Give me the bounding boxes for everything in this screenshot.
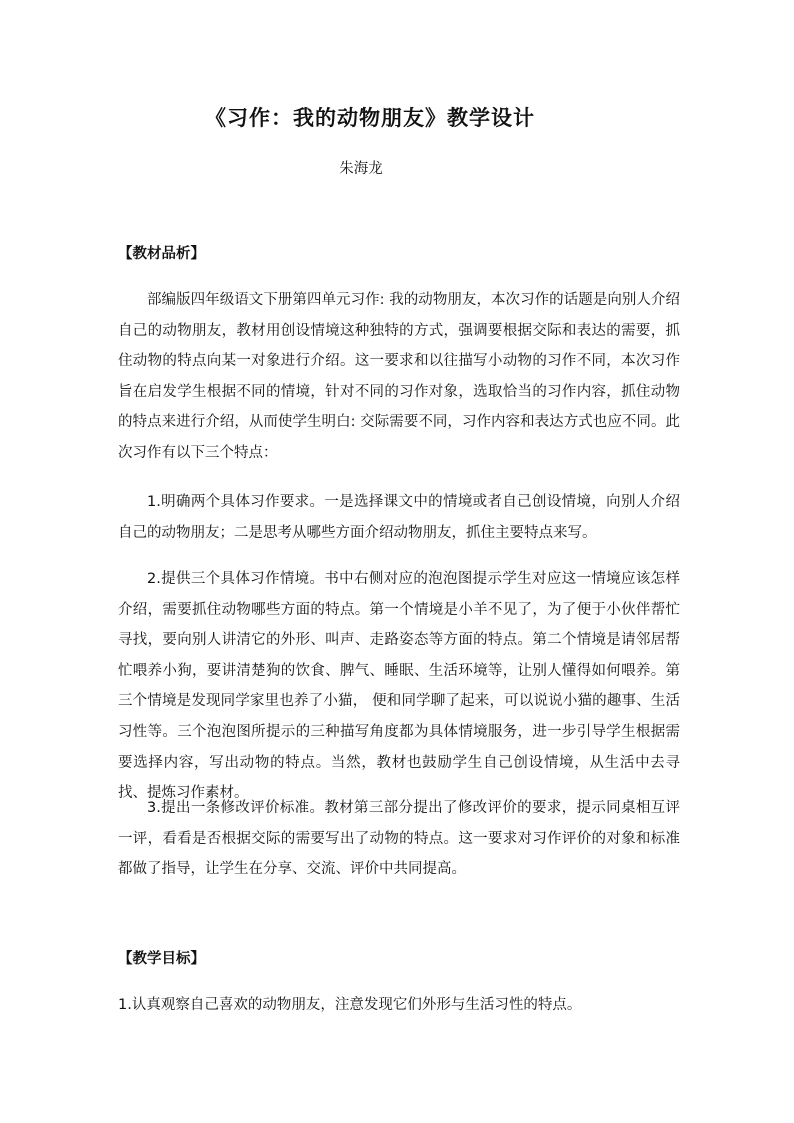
paragraph-feature-1: 1.明确两个具体习作要求。一是选择课文中的情境或者自己创设情境，向别人介绍自己的动物朋友；二是思考从哪些方面介绍动物朋友，抓住主要特点来写。 bbox=[118, 494, 680, 541]
paragraph-feature-2: 2.提供三个具体习作情境。书中右侧对应的泡泡图提示学生对应这一情境应该怎样介绍，需要抓住动物哪些方面的特点。第一个情境是小羊不见了，为了便于小伙伴帮忙寻找，要向别人讲清它的外形、叫声、走路姿态等方面的特点。第二个情境是请邻居帮忙喂养小狗，要讲清楚狗的饮食、脾气、睡眠、生活环境等，让别人懂得如何喂养。第三个情境是发现同学家里也养了小猫， 便和同学聊了起来，可以说说小猫的趣事、生活习性等。三个泡泡图所提示的三种描写角度都为具体情境服务，进一步引导学生根据需要选择内容，写出动物的特点。当然，教材也鼓励学生自己创设情境，从生活中去寻找、提炼习作素材。 bbox=[118, 571, 680, 802]
section-heading-textbook-analysis: 【教材品析】 bbox=[118, 246, 205, 262]
section-heading-teaching-goals: 【教学目标】 bbox=[118, 951, 205, 967]
paragraph-textbook-intro: 部编版四年级语文下册第四单元习作: 我的动物朋友，本次习作的话题是向别人介绍自己的动物朋友，教材用创设情境这种独特的方式，强调要根据交际和表达的需要，抓住动物的特点向某一对象进行介绍。这一要求和以往描写小动物的习作不同，本次习作旨在启发学生根据不同的情境，针对不同的习作对象，选取恰当的习作内容，抓住动物的特点来进行介绍，从而使学生明白: 交际需要不同，习作内容和表达方式也应不同。此次习作有以下三个特点： bbox=[118, 292, 680, 461]
paragraph-feature-3: 3.提出一条修改评价标准。教材第三部分提出了修改评价的要求，提示同桌相互评一评，看看是否根据交际的需要写出了动物的特点。这一要求对习作评价的对象和标准都做了指导，让学生在分享、交流、评价中共同提高。 bbox=[118, 800, 680, 878]
document-author: 朱海龙 bbox=[339, 161, 383, 177]
paragraph-goal-1: 1.认真观察自己喜欢的动物朋友，注意发现它们外形与生活习性的特点。 bbox=[118, 997, 582, 1013]
document-title: 《习作：我的动物朋友》教学设计 bbox=[205, 106, 535, 130]
